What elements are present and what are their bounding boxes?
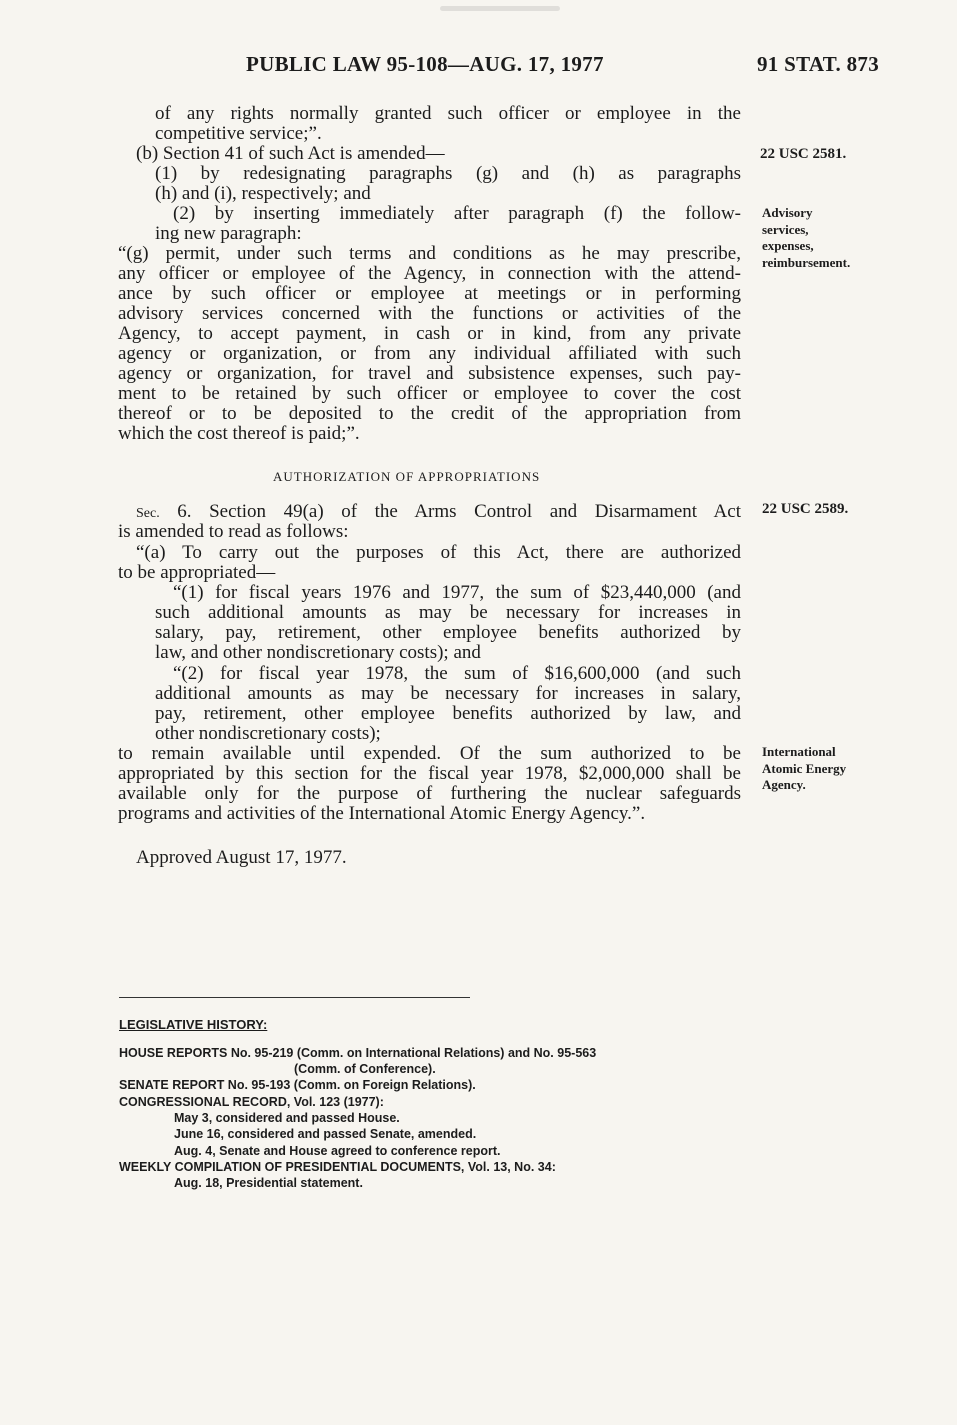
statute-page-number: 91 STAT. 873 (757, 52, 880, 76)
footnote-rule (119, 997, 470, 998)
history-line: May 3, considered and passed House. (174, 1111, 400, 1125)
history-line: (Comm. of Conference). (294, 1062, 436, 1076)
text-line: such additional amounts as may be necessary for increases in (155, 602, 741, 623)
text-line: ment to be retained by such officer or employee to cover the cost (118, 383, 741, 404)
text-line: to remain available until expended. Of the sum authorized to be (118, 743, 741, 764)
history-line: WEEKLY COMPILATION OF PRESIDENTIAL DOCUMENTS, Vol. 13, No. 34: (119, 1160, 556, 1174)
text-line: (b) Section 41 of such Act is amended— (136, 143, 445, 164)
text-line: “(g) permit, under such terms and conditions as he may prescribe, (118, 243, 741, 264)
approval-date: Approved August 17, 1977. (136, 847, 347, 868)
history-line: SENATE REPORT No. 95-193 (Comm. on Foreign Relations). (119, 1078, 476, 1092)
legislative-history-title: LEGISLATIVE HISTORY: (119, 1017, 268, 1032)
text-line: is amended to read as follows: (118, 521, 349, 542)
text-line: “(a) To carry out the purposes of this Act, there are authorized (136, 542, 741, 563)
margin-note-iaea: International Atomic Energy Agency. (762, 744, 847, 792)
text-line: available only for the purpose of furthering the nuclear safeguards (118, 783, 741, 804)
scan-artifact (440, 6, 560, 11)
text-line: agency or organization, for travel and subsistence expenses, such pay- (118, 363, 741, 384)
history-line: Aug. 4, Senate and House agreed to conference report. (174, 1144, 501, 1158)
text-line: programs and activities of the International Atomic Energy Agency.”. (118, 803, 646, 824)
history-line: HOUSE REPORTS No. 95-219 (Comm. on International Relations) and No. 95-563 (119, 1046, 597, 1060)
history-line: Aug. 18, Presidential statement. (174, 1176, 363, 1190)
text-line: (2) by inserting immediately after paragraph (f) the follow- (173, 203, 741, 224)
text-line: agency or organization, or from any individual affiliated with such (118, 343, 741, 364)
text-line: ance by such officer or employee at meetings or in performing (118, 283, 741, 304)
margin-note-advisory: Advisory services, expenses, reimbursement. (762, 205, 851, 270)
text-line: Agency, to accept payment, in cash or in kind, from any private (118, 323, 741, 344)
text-line: any officer or employee of the Agency, in connection with the attend- (118, 263, 741, 284)
history-line: June 16, considered and passed Senate, amended. (174, 1127, 477, 1141)
text-line: appropriated by this section for the fiscal year 1978, $2,000,000 shall be (118, 763, 741, 784)
text-line: pay, retirement, other employee benefits authorized by law, and (155, 703, 741, 724)
history-line: CONGRESSIONAL RECORD, Vol. 123 (1977): (119, 1095, 384, 1109)
margin-citation: 22 USC 2589. (762, 501, 849, 517)
text-line: competitive service;”. (155, 123, 322, 144)
text-line: ing new paragraph: (155, 223, 302, 244)
text-line: other nondiscretionary costs); (155, 723, 381, 744)
margin-citation: 22 USC 2581. (760, 146, 847, 162)
running-header: PUBLIC LAW 95-108—AUG. 17, 1977 (246, 52, 604, 76)
text-line: “(2) for fiscal year 1978, the sum of $16,600,000 (and such (173, 663, 741, 684)
text-line: thereof or to be deposited to the credit of the appropriation from (118, 403, 741, 424)
text-line: of any rights normally granted such officer or employee in the (155, 103, 741, 124)
text-line: which the cost thereof is paid;”. (118, 423, 360, 444)
section-label: Sec. (136, 506, 160, 521)
text-line: advisory services concerned with the functions or activities of the (118, 303, 741, 324)
text-line: “(1) for fiscal years 1976 and 1977, the sum of $23,440,000 (and (173, 582, 741, 603)
text-line: (1) by redesignating paragraphs (g) and (h) as paragraphs (155, 163, 741, 184)
text-line: additional amounts as may be necessary for increases in salary, (155, 683, 741, 704)
text-line: law, and other nondiscretionary costs); and (155, 642, 481, 663)
section-heading: AUTHORIZATION OF APPROPRIATIONS (273, 469, 541, 484)
text-line: to be appropriated— (118, 562, 276, 583)
text-line: salary, pay, retirement, other employee benefits authorized by (155, 622, 741, 643)
text-line: (h) and (i), respectively; and (155, 183, 371, 204)
section-6-text: 6. Section 49(a) of the Arms Control and Disarmament Act (159, 501, 741, 522)
